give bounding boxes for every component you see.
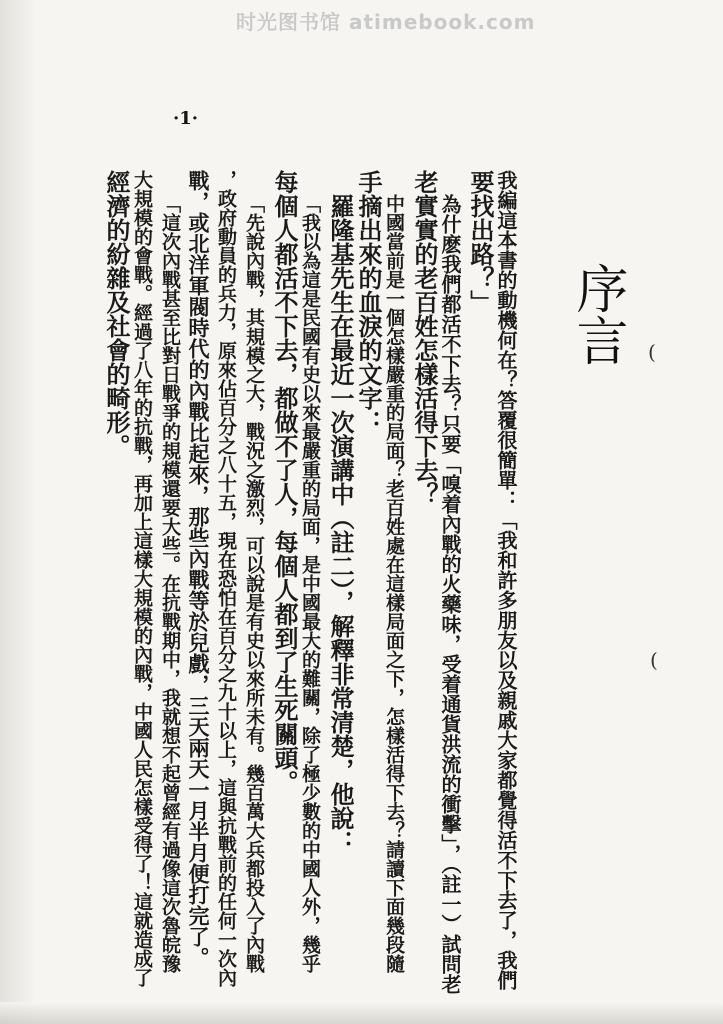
text-column-3: 為什麽我們都活不下去？只要「嗅着內戰的火藥味，受着通貨洪流的衝擊」，（註一）試問老 [438, 194, 462, 994]
scan-shadow-bottom [0, 1002, 723, 1024]
text-column-4: 老實實的老百姓怎樣活得下去？ [410, 170, 439, 506]
scan-speck: ( [648, 340, 656, 364]
scan-shadow-left [0, 0, 36, 1024]
text-column-15: 經濟的紛雜及社會的畸形。 [102, 170, 131, 458]
page-title: 序言 [567, 262, 627, 366]
text-column-12: 戰，或北洋軍閥時代的內戰比起來，那些內戰等於兒戲，三天兩天一月半月便打完了。 [186, 170, 211, 968]
text-column-5: 中國當前是一個怎樣嚴重的局面？老百姓處在這樣局面之下，怎樣活得下去？請讀下面幾段隨 [383, 194, 405, 973]
scan-speck: ( [650, 648, 658, 672]
text-column-9: 每個人都活不下去，都做不了人，每個人都到了生死關頭。 [270, 170, 299, 794]
text-column-2: 要找出路？」 [466, 170, 495, 314]
text-column-7: 羅隆基先生在最近一次演講中（註二），解釋非常清楚，他說： [326, 194, 355, 854]
watermark: 时光图书馆 atimebook.com [236, 10, 536, 34]
text-column-6: 手摘出來的血淚的文字： [354, 170, 383, 434]
text-column-11: ，政府動員的兵力，原來佔百分之八十五，現在恐怕在百分之九十以上，這與抗戰前的任何一次內 [215, 170, 237, 987]
text-column-14: 大規模的會戰。經過了八年的抗戰，再加上這樣大規模的內戰，中國人民怎樣受得了！這就造成了 [131, 170, 153, 987]
text-column-1: 我編這本書的動機何在？答覆很簡單：「我和許多朋友以及親戚大家都覺得活不下去了，我們 [494, 170, 518, 990]
text-column-10: 「先說內戰，其規模之大，戰況之激烈，可以說是有史以來所未有。幾百萬大兵都投入了內戰 [243, 194, 265, 973]
text-column-8: 「我以為這是民國有史以來最嚴重的局面，是中國最大的難關，除了極少數的中國人外，幾乎 [299, 194, 321, 973]
text-column-13: 「這次內戰甚至比對日戰爭的規模還要大些。在抗戰期中，我就想不起曾經有過像這次魯皖豫 [159, 194, 181, 973]
page-number: ·1· [173, 108, 199, 129]
